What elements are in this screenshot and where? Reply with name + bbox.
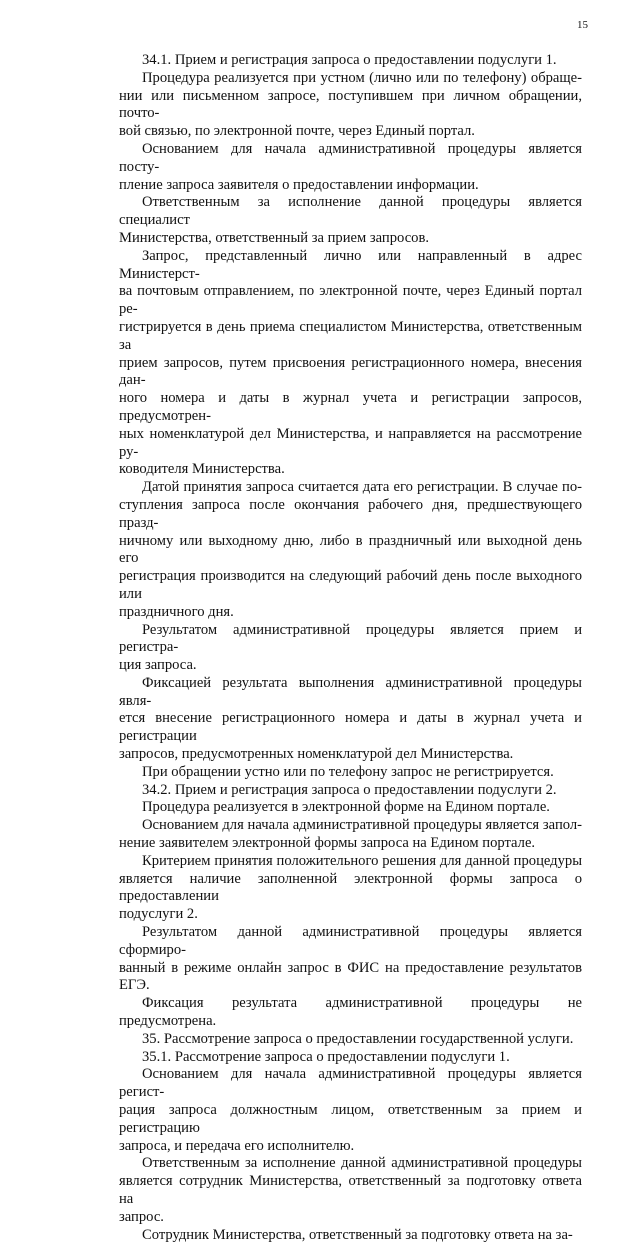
paragraph: При обращении устно или по телефону запрос не регистрируется. [142, 763, 554, 780]
paragraph: 35. Рассмотрение запроса о предоставлении государственной услуги. [142, 1030, 574, 1047]
paragraph: Ответственным за исполнение данной процедуры является специалист Министерства, ответственный за прием запросов. [119, 194, 582, 246]
paragraph: Фиксацией результата выполнения административной процедуры явля- ется внесение регистрационного номера и даты в журнал учета и регистрации запросов, предусмотренных номенклатурой дел Министерства. [119, 674, 582, 763]
paragraph: 34.2. Прием и регистрация запроса о предоставлении подуслуги 2. [142, 781, 557, 798]
paragraph: Ответственным за исполнение данной административной процедуры является сотрудник Министерства, ответственный за подготовку ответа на запрос. [119, 1155, 582, 1225]
paragraph: Сотрудник Министерства, ответственный за подготовку ответа на за- [142, 1226, 573, 1243]
paragraph: Результатом данной административной процедуры является сформиро- ванный в режиме онлайн запрос в ФИС на предоставление результатов ЕГЭ. [119, 924, 582, 994]
paragraph: Основанием для начала административной процедуры является посту- пление запроса заявителя о предоставлении информации. [119, 140, 582, 193]
paragraph: Процедура реализуется в электронной форме на Едином портале. [142, 799, 550, 816]
document-body [119, 52, 582, 1244]
paragraph: Процедура реализуется при устном (лично или по телефону) обраще- нии или письменном запросе, поступившем при личном обращении, почто- вой связью, по электронной почте, через Единый портал. [119, 69, 582, 140]
paragraph: 35.1. Рассмотрение запроса о предоставлении подуслуги 1. [142, 1048, 510, 1065]
paragraph: Основанием для начала административной процедуры является запол- нение заявителем электронной формы запроса на Едином портале. [119, 817, 582, 852]
paragraph: Основанием для начала административной процедуры является регист- рация запроса должностным лицом, ответственным за прием и регистрацию запроса, и передача его исполнителю. [119, 1066, 582, 1154]
paragraph: Датой принятия запроса считается дата его регистрации. В случае по- ступления запроса после окончания рабочего дня, предшествующего празд- ничному или выходному дню, либо в праздничный или выходной день его регистрация производится на следующий рабочий день после выходного или праздничного дня. [119, 479, 582, 620]
paragraph: Фиксация результата административной процедуры не предусмотрена. [119, 995, 582, 1030]
paragraph: Результатом административной процедуры является прием и регистра- ция запроса. [119, 621, 582, 674]
paragraph: Запрос, представленный лично или направленный в адрес Министерст- ва почтовым отправлением, по электронной почте, через Единый портал ре- гистрируется в день приема специалистом Министерства, ответственным за прием запросов, путем присвоения регистрационного номера, внесения дан- ного номера и даты в журнал учета и регистрации запросов, предусмотрен- ных номенклатурой дел Министерства, и направляется на рассмотрение ру- ководителя Министерства. [119, 247, 582, 478]
page-number: 15 [577, 19, 588, 31]
paragraph: 34.1. Прием и регистрация запроса о предоставлении подуслуги 1. [142, 52, 557, 68]
paragraph: Критерием принятия положительного решения для данной процедуры является наличие заполненной электронной формы запроса о предоставлении подуслуги 2. [119, 852, 582, 923]
